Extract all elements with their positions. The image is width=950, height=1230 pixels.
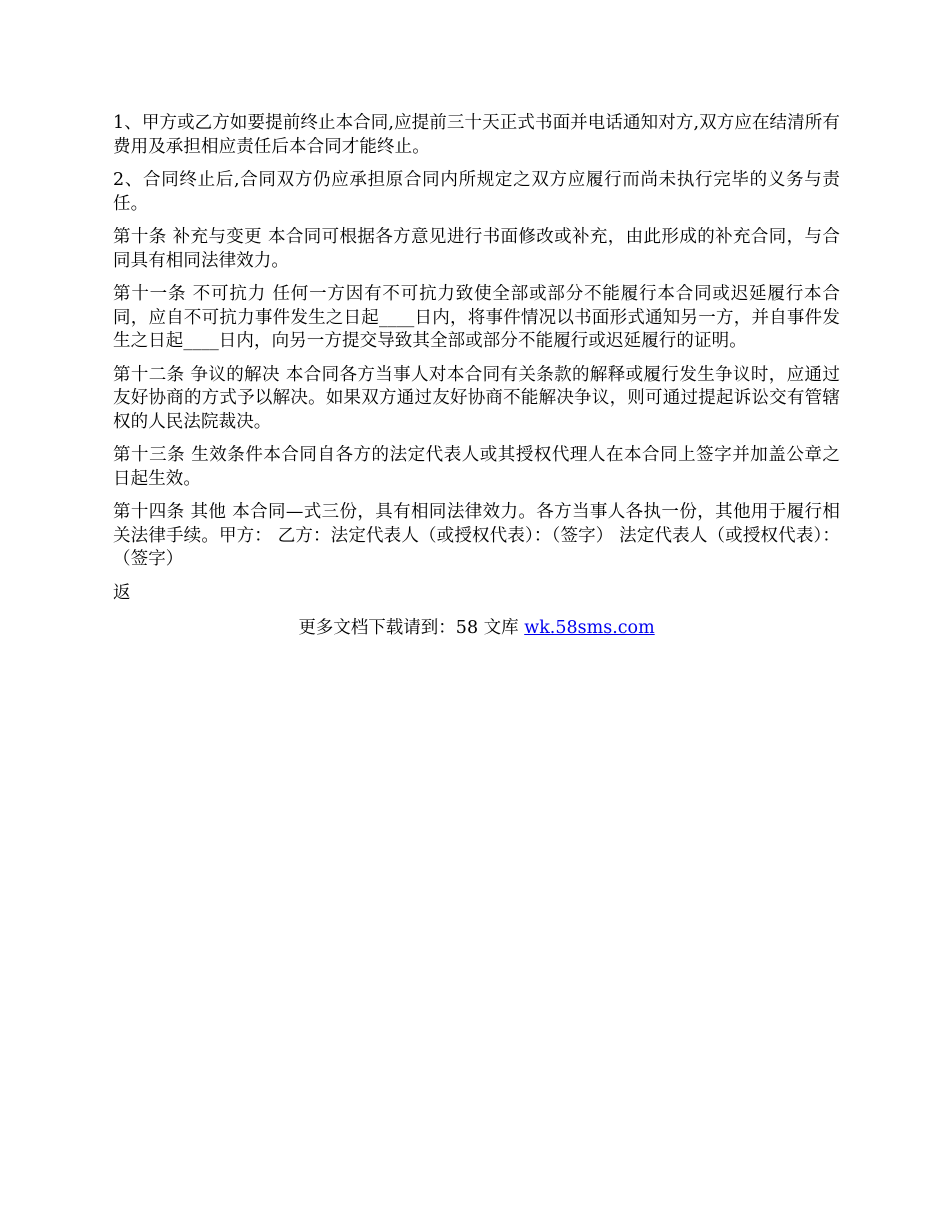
document-body: [113, 112, 840, 640]
footer-text: 更多文档下载请到：58 文库: [298, 618, 525, 638]
paragraph-article-10: 第十条 补充与变更 本合同可根据各方意见进行书面修改或补充，由此形成的补充合同，与合同具有相同法律效力。: [113, 227, 840, 271]
paragraph-return: 返: [113, 582, 131, 603]
footer-link[interactable]: wk.58sms.com: [524, 618, 655, 638]
paragraph-article-14: 第十四条 其他 本合同—式三份，具有相同法律效力。各方当事人各执一份，其他用于履行相关法律手续。甲方： 乙方：法定代表人（或授权代表）：（签字） 法定代表人（或授权代表）：（签字）: [113, 502, 840, 569]
download-footer: [113, 617, 840, 640]
paragraph-article-11: 第十一条 不可抗力 任何一方因有不可抗力致使全部或部分不能履行本合同或迟延履行本合同，应自不可抗力事件发生之日起____日内，将事件情况以书面形式通知另一方，并自事件发生之日起____日内，向另一方提交导致其全部或部分不能履行或迟延履行的证明。: [113, 284, 840, 351]
paragraph-early-termination: 1、甲方或乙方如要提前终止本合同,应提前三十天正式书面并电话通知对方,双方应在结清所有费用及承担相应责任后本合同才能终止。: [113, 113, 840, 157]
paragraph-article-12: 第十二条 争议的解决 本合同各方当事人对本合同有关条款的解释或履行发生争议时，应通过友好协商的方式予以解决。如果双方通过友好协商不能解决争议，则可通过提起诉讼交有管辖权的人民法院裁决。: [113, 364, 840, 432]
paragraph-post-termination-duties: 2、合同终止后,合同双方仍应承担原合同内所规定之双方应履行而尚未执行完毕的义务与责任。: [113, 170, 840, 214]
paragraph-article-13: 第十三条 生效条件本合同自各方的法定代表人或其授权代理人在本合同上签字并加盖公章之日起生效。: [113, 445, 840, 489]
